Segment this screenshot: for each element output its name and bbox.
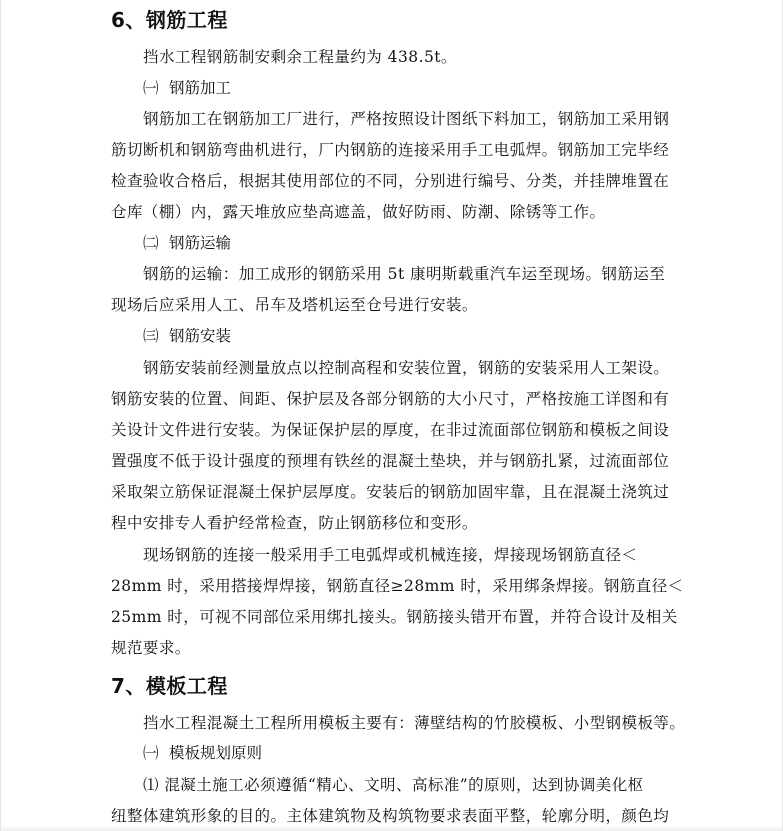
paragraph-line: 关设计文件进行安装。为保证保护层的厚度，在非过流面部位钢筋和模板之间设 xyxy=(111,421,670,439)
paragraph-line: 28mm 时，采用搭接焊焊接，钢筋直径≥28mm 时，采用绑条焊接。钢筋直径＜ xyxy=(111,577,684,595)
paragraph-line: 程中安排专人看护经常检查，防止钢筋移位和变形。 xyxy=(111,514,478,532)
subsection-title: 钢筋安装 xyxy=(169,327,232,345)
paragraph-line: 规范要求。 xyxy=(111,639,191,657)
paragraph-line: 置强度不低于设计强度的预埋有铁丝的混凝土垫块，并与钢筋扎紧，过流面部位 xyxy=(111,452,670,470)
subsection-marker: ㈡ xyxy=(143,234,159,252)
paragraph-line: 钢筋加工在钢筋加工厂进行，严格按照设计图纸下料加工，钢筋加工采用钢 xyxy=(143,110,670,128)
paragraph-line: 钢筋安装的位置、间距、保护层及各部分钢筋的大小尺寸，严格按施工详图和有 xyxy=(111,390,670,408)
subsection-heading-formwork-principles xyxy=(143,743,262,763)
subsection-heading-rebar-processing xyxy=(143,78,231,98)
section-heading-formwork: 7、模板工程 xyxy=(111,674,228,698)
subsection-marker: ㈠ xyxy=(143,79,159,97)
paragraph-line: 钢筋的运输：加工成形的钢筋采用 5t 康明斯载重汽车运至现场。钢筋运至 xyxy=(143,265,666,283)
paragraph-line: 筋切断机和钢筋弯曲机进行，厂内钢筋的连接采用手工电弧焊。钢筋加工完毕经 xyxy=(111,141,670,159)
subsection-heading-rebar-transport xyxy=(143,233,231,253)
section-intro-formwork: 挡水工程混凝土工程所用模板主要有：薄壁结构的竹胶模板、小型钢模板等。 xyxy=(143,714,686,732)
paragraph-line: 25mm 时，可视不同部位采用绑扎接头。钢筋接头错开布置，并符合设计及相关 xyxy=(111,608,678,626)
section-heading-rebar: 6、钢筋工程 xyxy=(111,8,228,32)
paragraph-line: 检查验收合格后，根据其使用部位的不同，分别进行编号、分类，并挂牌堆置在 xyxy=(111,172,670,190)
page-bottom-edge xyxy=(1,825,782,831)
subsection-title: 钢筋加工 xyxy=(169,79,232,97)
paragraph-line: 现场钢筋的连接一般采用手工电弧焊或机械连接，焊接现场钢筋直径＜ xyxy=(143,546,638,564)
subsection-marker: ㈠ xyxy=(143,744,159,762)
paragraph-line: 现场后应采用人工、吊车及塔机运至仓号进行安装。 xyxy=(111,296,478,314)
paragraph-line: ⑴ 混凝土施工必须遵循“精心、文明、高标准”的原则，达到协调美化枢 xyxy=(143,776,644,794)
section-intro-rebar: 挡水工程钢筋制安剩余工程量约为 438.5t。 xyxy=(143,48,457,66)
subsection-title: 钢筋运输 xyxy=(169,234,232,252)
subsection-title: 模板规划原则 xyxy=(169,744,263,762)
paragraph-line: 纽整体建筑形象的目的。主体建筑物及构筑物要求表面平整，轮廓分明，颜色均 xyxy=(111,807,670,825)
paragraph-line: 采取架立筋保证混凝土保护层厚度。安装后的钢筋加固牢靠，且在混凝土浇筑过 xyxy=(111,483,670,501)
paragraph-line: 钢筋安装前经测量放点以控制高程和安装位置，钢筋的安装采用人工架设。 xyxy=(143,359,670,377)
paragraph-line: 仓库（棚）内，露天堆放应垫高遮盖，做好防雨、防潮、除锈等工作。 xyxy=(111,203,606,221)
subsection-marker: ㈢ xyxy=(143,327,159,345)
subsection-heading-rebar-installation xyxy=(143,326,231,346)
